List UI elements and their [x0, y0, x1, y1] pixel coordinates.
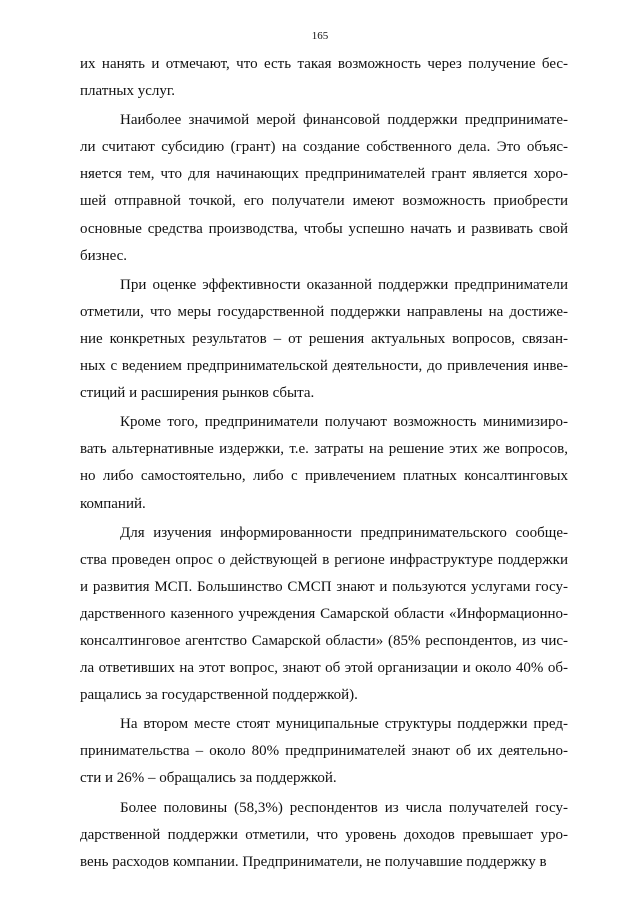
text-line: ства проведен опрос о действующей в регионе инфраструктуре поддержки: [80, 551, 568, 568]
text-line: стиций и расширения рынков сбыта.: [80, 385, 315, 402]
paragraph: [80, 107, 568, 270]
text-line: Для изучения информированности предпринимательского сообще-: [120, 524, 568, 541]
text-line: вень расходов компании. Предприниматели, не получавшие поддержку в: [80, 853, 547, 870]
text-line: ли считают субсидию (грант) на создание собственного дела. Это объяс-: [80, 139, 568, 156]
text-line: ных с ведением предпринимательской деятельности, до привлечения инве-: [80, 358, 568, 375]
text-line: дарственной поддержки отметили, что уровень доходов превышает уро-: [80, 826, 568, 843]
text-line: ние конкретных результатов – от решения актуальных вопросов, связан-: [80, 330, 568, 347]
text-line: При оценке эффективности оказанной поддержки предприниматели: [120, 276, 568, 293]
text-line: Наиболее значимой мерой финансовой поддержки предпринимате-: [120, 112, 568, 129]
text-line: отметили, что меры государственной поддержки направлены на достиже-: [80, 303, 568, 320]
text-line: шей отправной точкой, его получатели имеют возможность приобрести: [80, 193, 568, 210]
paragraph: [80, 711, 568, 792]
text-line: бизнес.: [80, 247, 128, 264]
text-line: но либо самостоятельно, либо с привлечением платных консалтинговых: [80, 468, 568, 485]
text-line: На втором месте стоят муниципальные структуры поддержки пред-: [120, 716, 568, 733]
text-line: и развития МСП. Большинство СМСП знают и пользуются услугами госу-: [80, 578, 568, 595]
paragraph: [80, 272, 568, 407]
text-line: консалтинговое агентство Самарской области» (85% респондентов, из чис-: [80, 632, 568, 649]
text-line: их нанять и отмечают, что есть такая возможность через получение бес-: [80, 56, 568, 72]
text-line: Кроме того, предприниматели получают возможность минимизиро-: [120, 414, 568, 431]
text-line: основные средства производства, чтобы успешно начать и развивать свой: [80, 220, 568, 237]
body-text: [80, 51, 568, 876]
page-number: 165: [311, 30, 329, 42]
text-line: ращались за государственной поддержкой).: [80, 687, 358, 704]
text-line: Более половины (58,3%) респондентов из числа получателей госу-: [120, 799, 568, 816]
paragraph: [80, 51, 568, 105]
paragraph: [80, 409, 568, 517]
paragraph: [80, 795, 568, 876]
text-line: вать альтернативные издержки, т.е. затраты на решение этих же вопросов,: [80, 441, 568, 458]
paragraph: [80, 520, 568, 710]
text-line: принимательства – около 80% предпринимателей знают об их деятельно-: [80, 743, 568, 760]
text-line: сти и 26% – обращались за поддержкой.: [80, 770, 337, 787]
text-line: няется тем, что для начинающих предпринимателей грант является хоро-: [80, 166, 568, 183]
text-line: платных услуг.: [80, 83, 176, 100]
text-line: компаний.: [80, 495, 146, 512]
text-line: дарственного казенного учреждения Самарской области «Информационно-: [80, 605, 568, 622]
text-line: ла ответивших на этот вопрос, знают об этой организации и около 40% об-: [80, 660, 568, 677]
